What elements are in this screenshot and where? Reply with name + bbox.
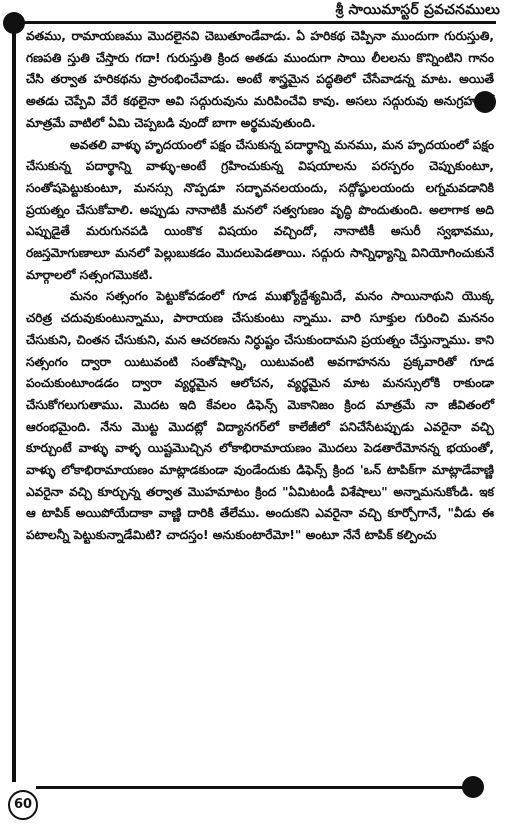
footer-rule — [36, 786, 476, 789]
paragraph-1: వతము, రామాయణము మొదలైనవి చెబుతూండేవాడు. ఏ హరికథ చెప్పినా ముందుగా గురుస్తుతి, గణపతి స్తుతి చేస్తారు గదా! గురుస్తుతి క్రింద అతడు ముందుగా సాయి లీలలను కొన్నింటిని గానం చేసి తర్వాత హరికథను ప్రారంభించేవాడు. అంటే శాస్త్రమైన పద్ధతిలో చేసేవాడన్న మాట. అయితే అతడు చెప్పేవి వేరే కథలైనా అవి సద్గురువును మరిపించేవి కావు. అసలు సద్గురువు అనుగ్రహంతో మాత్రమే వాటిలో ఏమి చెప్పబడి వుందో బాగా అర్థమవుతుంది. — [26, 29, 494, 130]
paragraph-3: మనం సత్సంగం పెట్టుకోవడంలో గూడ ముఖ్యోద్దేశ్యమిదే, మనం సాయినాథుని యొక్క చరిత్ర చదువుకుంటున్నాము, పారాయణ చేసుకుంటు న్నాము. వారి సూక్తుల గురించి మననం చేసుకుని, చింతన చేసుకుని, మన ఆచరణను నిర్ధుష్టం చేసుకుందామని ప్రయత్నం చేస్తున్నాము. కాని సత్సంగం ద్వారా యిటువంటి సంతోషాన్ని, యిటువంటి అవగాహనను ప్రక్కవారితో గూడ పంచుకుంటూండడం ద్వారా వ్యర్థమైన ఆలోచన, వ్యర్థమైన మాట మనస్సులోకి రాకుండా చేసుకోగలుగుతాము. మొదట ఇది కేవలం డిఫెన్స్ మెకానిజం క్రింద మాత్రమే నా జీవితంలో ఆరంభమైంది. నేను మొట్ట మొదట్లో విద్యానగర్‌లో కాలేజీలో పనిచేసేటప్పుడు ఎవరైనా వచ్చి కూర్చుంటే వాళ్ళు వాళ్ళ యిష్టమొచ్చిన లోకాభిరామాయణం మొదలు పెడతారేమోనన్న భయంతో, వాళ్ళు లోకాభిరామాయణం మాట్లాడకుండా వుండేందుకు డిఫెన్స్ క్రింద 'ఒన్ టాపిక్‌గా మాట్లాడేవాణ్ణి ఎవరైనా వచ్చి కూర్చున్న తర్వాత మొహమాటం క్రింద "ఏమిటండీ విశేషాలు" అన్నామనుకోండి. ఇక ఆ టాపిక్ అయిపోయేదాకా వాణ్ణి దారికి తేలేము. అందుకని ఎవరైనా వచ్చి కూర్చోగానే, "వీడు ఈ పటాలన్నీ పెట్టుకున్నాడేమిటి? చాదస్తం! అనుకుంటారేమో!" అంటూ నేనే టాపిక్ కల్పించు — [26, 289, 494, 543]
page-number: 60 — [8, 790, 38, 820]
paragraph-2: అవతలి వాళ్ళు హృదయంలో పక్షం చేసుకున్న పదార్థాన్ని మనము, మన హృదయంలో పక్షం చేసుకున్న పదార్థాన్ని వాళ్ళు-అంటే గ్రహించుకున్న విషయాలను పరస్పరం చెప్పుకుంటూ, సంతోషపెట్టుకుంటూ, మనస్సు నొప్పడూ సద్భావనలయందు, సద్గోష్ఠులయందు లగ్నమవడానికి ప్రయత్నం చేసుకోవాలి. అప్పుడు నానాటికీ మనలో సత్వగుణం వృద్ధి పొందుతుంది. అలాగాక అది ఎప్పుడైతే మరుగునపడి యింకొక విషయం వచ్చిందో, నానాటికీ అసురీ స్వభావము, రజస్తమోగుణాలూ మనలో పెల్లుబుకడం మొదలుపెడతాయి. సద్గురు సాన్నిధ్యాన్ని వినియోగించుకునే మార్గాలలో సత్సంగమొకటి. — [26, 137, 494, 282]
ornament-dot-top-left — [3, 12, 25, 34]
body-text — [26, 26, 494, 547]
running-header-title: శ్రీ సాయిమాస్టర్ ప్రవచనములు — [335, 2, 500, 18]
left-margin-rule — [12, 22, 16, 782]
header-rule — [18, 21, 496, 24]
